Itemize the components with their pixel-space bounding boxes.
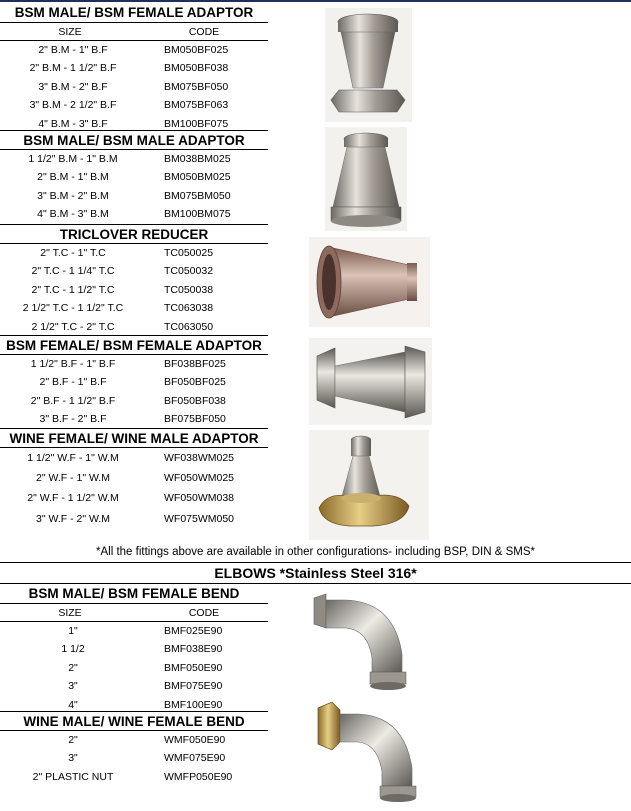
size-cell: 2" B.F - 1 1/2" B.F <box>30 394 116 407</box>
section-title: BSM MALE/ BSM FEMALE BEND <box>0 584 268 604</box>
size-cell: 3" <box>68 680 78 693</box>
size-cell: 2 1/2" T.C - 2" T.C <box>31 320 115 333</box>
bsm-bend-photo <box>310 592 434 694</box>
code-cell: BM100BM075 <box>164 208 231 221</box>
size-cell: 3" B.M - 2 1/2" B.F <box>29 99 117 112</box>
code-cell: BMF025E90 <box>164 625 223 637</box>
table-row <box>0 373 268 391</box>
code-cell: BMF050E90 <box>164 661 223 674</box>
code-cell: BF038BF025 <box>164 358 226 370</box>
code-cell: BM100BF075 <box>164 117 229 130</box>
code-cell: BMF075E90 <box>164 680 223 693</box>
code-cell: BF050BF038 <box>164 394 226 407</box>
section-title: BSM FEMALE/ BSM FEMALE ADAPTOR <box>0 335 268 355</box>
size-cell: 2" <box>68 661 78 674</box>
section-bsm-male-female-adaptor <box>0 3 268 133</box>
section-title: TRICLOVER REDUCER <box>0 224 268 244</box>
triclover-reducer-photo <box>309 237 430 327</box>
size-cell: 2" W.F - 1" W.M <box>36 472 110 484</box>
size-header: SIZE <box>58 607 82 619</box>
code-cell: BM050BM025 <box>164 171 231 184</box>
size-cell: 1" <box>68 625 78 637</box>
table-row <box>0 448 268 468</box>
table-row <box>0 281 268 299</box>
table-row <box>0 749 268 767</box>
size-cell: 3" <box>68 752 78 765</box>
code-cell: WMFP050E90 <box>164 770 233 783</box>
code-cell: BF050BF025 <box>164 376 226 389</box>
code-cell: BM050BF038 <box>164 62 229 75</box>
bsm-female-female-adaptor-photo <box>309 338 432 425</box>
size-header: SIZE <box>58 26 82 38</box>
bsm-male-male-adaptor-photo <box>325 127 407 231</box>
code-cell: BMF100E90 <box>164 698 223 711</box>
section-title: WINE MALE/ WINE FEMALE BEND <box>0 711 268 731</box>
table-row <box>0 299 268 317</box>
table-row <box>0 488 268 508</box>
code-cell: WF075WM050 <box>164 513 235 525</box>
section-wine-male-female-bend <box>0 711 268 786</box>
size-cell: 2" B.F - 1" B.F <box>39 376 107 389</box>
code-cell: BM038BM025 <box>164 153 231 165</box>
availability-footnote: *All the fittings above are available in other configurations- including BSP, DIN & SMS* <box>96 546 535 558</box>
code-cell: TC050025 <box>164 247 214 259</box>
table-row <box>0 187 268 205</box>
size-cell: 3" B.M - 2" B.M <box>37 189 109 202</box>
size-cell: 4" B.M - 3" B.F <box>38 117 108 130</box>
size-cell: 2" B.M - 1 1/2" B.F <box>29 62 117 75</box>
table-row <box>0 659 268 677</box>
code-cell: WF038WM025 <box>164 452 235 464</box>
table-row <box>0 640 268 658</box>
size-cell: 4" B.M - 3" B.M <box>37 208 109 221</box>
code-cell: BM075BM050 <box>164 189 231 202</box>
top-rule <box>0 0 631 2</box>
table-header <box>0 23 268 41</box>
table-row <box>0 78 268 96</box>
table-row <box>0 392 268 410</box>
size-cell: 2" B.M - 1" B.M <box>37 171 109 184</box>
code-cell: TC050032 <box>164 265 214 278</box>
size-cell: 2" B.M - 1" B.F <box>38 44 108 56</box>
section-title: BSM MALE/ BSM MALE ADAPTOR <box>0 130 268 150</box>
section-bsm-female-female-adaptor <box>0 335 268 429</box>
code-cell: WMF050E90 <box>164 734 226 746</box>
section-title: BSM MALE/ BSM FEMALE ADAPTOR <box>0 3 268 23</box>
table-row <box>0 168 268 186</box>
elbows-title: ELBOWS *Stainless Steel 316* <box>214 565 417 581</box>
code-cell: TC063038 <box>164 302 214 315</box>
size-cell: 2" T.C - 1" T.C <box>40 247 106 259</box>
code-cell: BM075BF063 <box>164 99 229 112</box>
size-cell: 1 1/2 <box>61 643 85 656</box>
table-row <box>0 262 268 280</box>
size-cell: 1 1/2" B.M - 1" B.M <box>28 153 118 165</box>
size-cell: 1 1/2" B.F - 1" B.F <box>30 358 116 370</box>
section-title: WINE FEMALE/ WINE MALE ADAPTOR <box>0 428 268 448</box>
size-cell: 3" W.F - 2" W.M <box>36 513 110 525</box>
table-row <box>0 731 268 749</box>
table-row <box>0 318 268 336</box>
table-row <box>0 768 268 786</box>
table-row <box>0 96 268 114</box>
code-cell: BM050BF025 <box>164 44 229 56</box>
code-cell: WMF075E90 <box>164 752 226 765</box>
table-row <box>0 355 268 373</box>
size-cell: 3" B.M - 2" B.F <box>38 80 108 93</box>
code-header: CODE <box>188 607 220 619</box>
table-row <box>0 41 268 59</box>
size-cell: 3" B.F - 2" B.F <box>39 413 107 426</box>
section-wine-female-male-adaptor <box>0 428 268 530</box>
bsm-male-female-adaptor-photo <box>325 8 412 122</box>
section-triclover-reducer <box>0 224 268 336</box>
table-row <box>0 622 268 640</box>
table-row <box>0 468 268 488</box>
table-row <box>0 508 268 530</box>
size-cell: 2" W.F - 1 1/2" W.M <box>27 492 119 504</box>
wine-bend-photo <box>310 702 434 803</box>
code-cell: BF075BF050 <box>164 413 226 426</box>
table-row <box>0 150 268 168</box>
table-header <box>0 604 268 622</box>
code-header: CODE <box>188 26 220 38</box>
table-row <box>0 59 268 77</box>
table-row <box>0 677 268 695</box>
size-cell: 4" <box>68 698 78 711</box>
size-cell: 1 1/2" W.F - 1" W.M <box>27 452 119 464</box>
code-cell: TC050038 <box>164 283 214 296</box>
size-cell: 2" T.C - 1 1/4" T.C <box>31 265 115 278</box>
code-cell: BMF038E90 <box>164 643 223 656</box>
code-cell: WF050WM038 <box>164 492 235 504</box>
wine-female-male-adaptor-photo <box>309 430 429 540</box>
code-cell: BM075BF050 <box>164 80 229 93</box>
size-cell: 2" <box>68 734 78 746</box>
section-bsm-male-female-bend <box>0 584 268 714</box>
code-cell: WF050WM025 <box>164 472 235 484</box>
table-row <box>0 205 268 223</box>
table-row <box>0 244 268 262</box>
size-cell: 2" T.C - 1 1/2" T.C <box>31 283 115 296</box>
size-cell: 2" PLASTIC NUT <box>32 770 114 783</box>
section-bsm-male-male-adaptor <box>0 130 268 224</box>
table-row <box>0 410 268 428</box>
code-cell: TC063050 <box>164 320 214 333</box>
size-cell: 2 1/2" T.C - 1 1/2" T.C <box>22 302 124 315</box>
